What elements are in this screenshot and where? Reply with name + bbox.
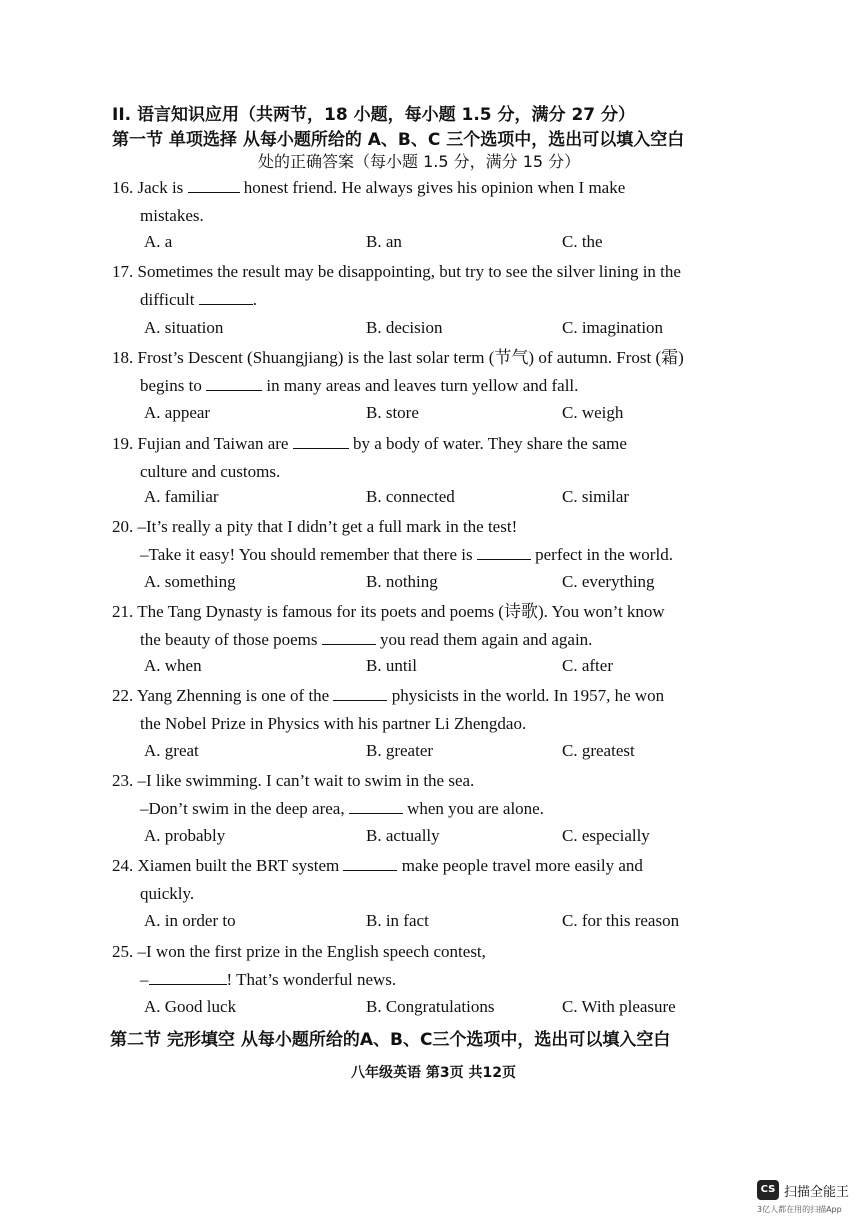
question-text-line2 bbox=[112, 372, 732, 400]
option-a: A. probably bbox=[144, 826, 226, 845]
question-24 bbox=[112, 852, 732, 908]
options-25 bbox=[144, 997, 704, 1023]
question-text: the beauty of those poems bbox=[140, 630, 318, 649]
question-number: 25. bbox=[112, 942, 134, 961]
option-b: B. until bbox=[366, 656, 418, 675]
options-19 bbox=[144, 487, 704, 513]
question-number: 23. bbox=[112, 771, 134, 790]
question-23 bbox=[112, 767, 732, 823]
option-a: A. situation bbox=[144, 318, 224, 337]
option-b: B. an bbox=[366, 232, 402, 251]
option-c: C. the bbox=[562, 232, 603, 251]
option-c: C. With pleasure bbox=[562, 997, 676, 1016]
question-text-line2 bbox=[112, 795, 732, 823]
option-b: B. actually bbox=[366, 826, 440, 845]
question-number: 18. bbox=[112, 348, 134, 367]
question-text-line2 bbox=[112, 541, 732, 569]
question-text: difficult bbox=[140, 290, 195, 309]
options-23 bbox=[144, 826, 704, 852]
watermark-name: 扫描全能王 bbox=[784, 1185, 850, 1200]
question-number: 20. bbox=[112, 517, 134, 536]
option-c: C. for this reason bbox=[562, 911, 680, 930]
question-text: ! That’s wonderful news. bbox=[226, 970, 397, 989]
answer-blank bbox=[293, 430, 349, 449]
question-text-line2 bbox=[112, 966, 732, 994]
question-text: Xiamen built the BRT system bbox=[137, 856, 340, 875]
options-16 bbox=[144, 232, 704, 258]
question-21 bbox=[112, 598, 732, 654]
question-text: –Don’t swim in the deep area, bbox=[140, 799, 345, 818]
question-text: Sometimes the result may be disappointing, but try to see the silver lining in the bbox=[137, 262, 681, 281]
question-text: Jack is bbox=[137, 178, 184, 197]
options-17 bbox=[144, 318, 704, 344]
question-text: – bbox=[140, 970, 149, 989]
question-text: Fujian and Taiwan are bbox=[137, 434, 289, 453]
option-c: C. greatest bbox=[562, 741, 635, 760]
option-c: C. after bbox=[562, 656, 613, 675]
option-a: A. when bbox=[144, 656, 202, 675]
answer-blank bbox=[199, 286, 253, 305]
question-16 bbox=[112, 174, 732, 230]
question-number: 19. bbox=[112, 434, 134, 453]
question-text: in many areas and leaves turn yellow and fall. bbox=[266, 376, 579, 395]
option-c: C. similar bbox=[562, 487, 630, 506]
option-b: B. decision bbox=[366, 318, 443, 337]
question-number: 24. bbox=[112, 856, 134, 875]
question-text: you read them again and again. bbox=[380, 630, 593, 649]
question-text: begins to bbox=[140, 376, 202, 395]
option-b: B. in fact bbox=[366, 911, 429, 930]
question-number: 16. bbox=[112, 178, 134, 197]
question-18 bbox=[112, 344, 732, 400]
question-text-line2: mistakes. bbox=[140, 206, 204, 225]
answer-blank bbox=[322, 626, 376, 645]
question-text: Frost’s Descent (Shuangjiang) is the last solar term (节气) of autumn. Frost (霜) bbox=[137, 348, 684, 367]
option-a: A. appear bbox=[144, 403, 211, 422]
question-text-line2: quickly. bbox=[140, 884, 195, 903]
options-24 bbox=[144, 911, 704, 937]
page-footer: 八年级英语 第3页 共12页 bbox=[351, 1065, 516, 1081]
question-text: when you are alone. bbox=[407, 799, 544, 818]
question-text: –I like swimming. I can’t wait to swim in the sea. bbox=[137, 771, 475, 790]
option-c: C. imagination bbox=[562, 318, 664, 337]
section-title: II. 语言知识应用（共两节，18 小题，每小题 1.5 分，满分 27 分） bbox=[112, 105, 636, 125]
watermark-subtitle: 3亿人都在用的扫描App bbox=[757, 1205, 842, 1214]
option-c: C. everything bbox=[562, 572, 655, 591]
question-text-line2: the Nobel Prize in Physics with his partner Li Zhengdao. bbox=[140, 714, 527, 733]
question-text: The Tang Dynasty is famous for its poets and poems (诗歌). You won’t know bbox=[137, 602, 665, 621]
question-text: Yang Zhenning is one of the bbox=[136, 686, 330, 705]
answer-blank bbox=[206, 372, 262, 391]
question-text: physicists in the world. In 1957, he won bbox=[391, 686, 665, 705]
answer-blank bbox=[188, 174, 240, 193]
option-b: B. Congratulations bbox=[366, 997, 495, 1016]
question-text: honest friend. He always gives his opinion when I make bbox=[243, 178, 626, 197]
question-text: make people travel more easily and bbox=[401, 856, 643, 875]
option-a: A. a bbox=[144, 232, 173, 251]
question-text-line2 bbox=[112, 286, 732, 314]
question-text: –It’s really a pity that I didn’t get a full mark in the test! bbox=[137, 517, 518, 536]
question-text: –I won the first prize in the English speech contest, bbox=[137, 942, 486, 961]
question-text-line2 bbox=[112, 626, 732, 654]
question-22 bbox=[112, 682, 732, 738]
option-a: A. great bbox=[144, 741, 199, 760]
question-20 bbox=[112, 513, 732, 569]
option-a: A. something bbox=[144, 572, 236, 591]
question-number: 17. bbox=[112, 262, 134, 281]
option-c: C. weigh bbox=[562, 403, 624, 422]
question-text: by a body of water. They share the same bbox=[352, 434, 627, 453]
question-19 bbox=[112, 430, 732, 486]
answer-blank bbox=[333, 682, 387, 701]
answer-blank bbox=[349, 795, 403, 814]
options-18 bbox=[144, 403, 704, 429]
option-a: A. Good luck bbox=[144, 997, 237, 1016]
part1-heading: 第一节 单项选择 从每小题所给的 A、B、C 三个选项中，选出可以填入空白 bbox=[112, 130, 685, 150]
answer-blank bbox=[149, 966, 227, 985]
question-text: . bbox=[252, 290, 257, 309]
option-b: B. connected bbox=[366, 487, 455, 506]
part1-heading-cont: 处的正确答案（每小题 1.5 分，满分 15 分） bbox=[258, 152, 581, 171]
options-22 bbox=[144, 741, 704, 767]
question-text: –Take it easy! You should remember that there is bbox=[140, 545, 473, 564]
answer-blank bbox=[477, 541, 531, 560]
part2-heading: 第二节 完形填空 从每小题所给的A、B、C三个选项中，选出可以填入空白 bbox=[110, 1030, 671, 1050]
question-25 bbox=[112, 938, 732, 994]
option-b: B. store bbox=[366, 403, 419, 422]
option-c: C. especially bbox=[562, 826, 650, 845]
options-20 bbox=[144, 572, 704, 598]
question-number: 21. bbox=[112, 602, 134, 621]
question-17 bbox=[112, 258, 732, 314]
option-a: A. familiar bbox=[144, 487, 219, 506]
option-b: B. nothing bbox=[366, 572, 438, 591]
option-b: B. greater bbox=[366, 741, 434, 760]
question-text: perfect in the world. bbox=[535, 545, 673, 564]
options-21 bbox=[144, 656, 704, 682]
question-text-line2: culture and customs. bbox=[140, 462, 281, 481]
scanner-logo-icon: CS bbox=[757, 1180, 779, 1200]
option-a: A. in order to bbox=[144, 911, 236, 930]
answer-blank bbox=[343, 852, 397, 871]
question-number: 22. bbox=[112, 686, 134, 705]
